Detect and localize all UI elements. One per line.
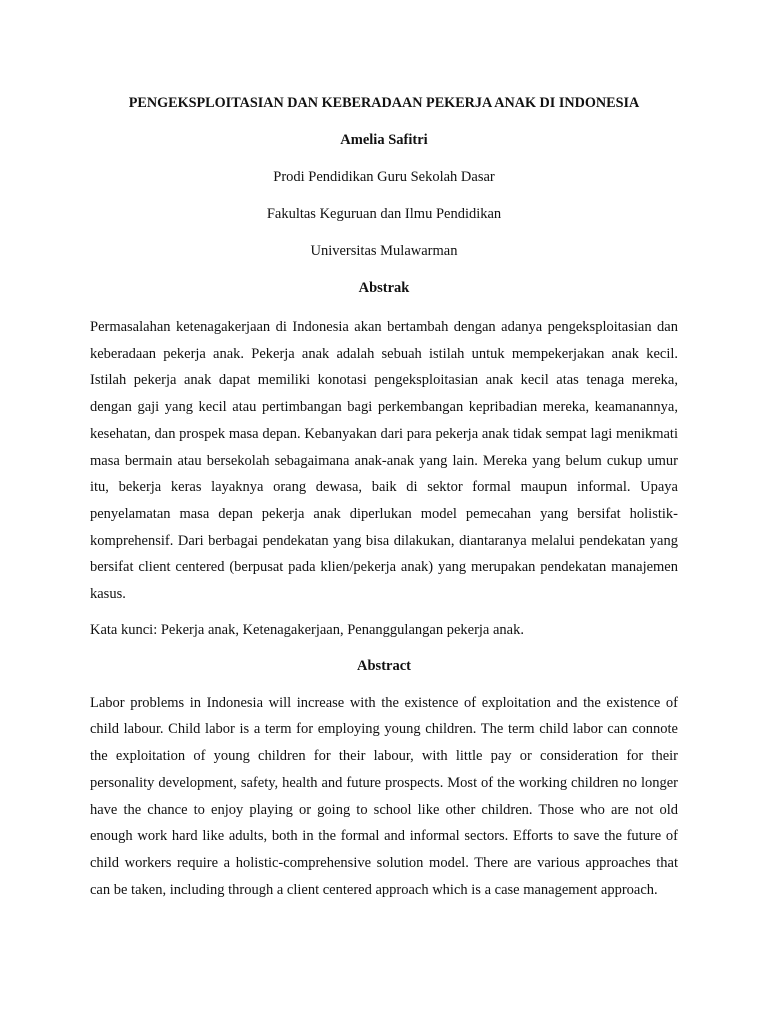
- keywords-line: Kata kunci: Pekerja anak, Ketenagakerjaan, Penanggulangan pekerja anak.: [90, 621, 524, 638]
- abstrak-body: Permasalahan ketenagakerjaan di Indonesia akan bertambah dengan adanya pengeksploitasian dan keberadaan pekerja anak. Pekerja anak adalah sebuah istilah untuk mempekerjakan anak kecil. Istilah pekerja anak dapat memiliki konotasi pengeksploitasian anak kecil atas tenaga mereka, dengan gaji yang kecil atau pertimbangan bagi perkembangan kepribadian mereka, keamanannya, kesehatan, dan prospek masa depan. Kebanyakan dari para pekerja anak tidak sempat lagi menikmati masa bermain atau bersekolah sebagaimana anak-anak yang lain. Mereka yang belum cukup umur itu, bekerja keras layaknya orang dewasa, baik di sektor formal maupun informal. Upaya penyelamatan masa depan pekerja anak diperlukan model pemecahan yang bersifat holistik-komprehensif. Dari berbagai pendekatan yang bisa dilakukan, diantaranya melalui pendekatan yang bersifat client centered (berpusat pada klien/pekerja anak) yang merupakan pendekatan manajemen kasus.: [90, 319, 678, 603]
- affiliation-faculty: Fakultas Keguruan dan Ilmu Pendidikan: [266, 206, 502, 222]
- abstract-heading: Abstract: [357, 657, 411, 674]
- affiliation-university: Universitas Mulawarman: [310, 243, 458, 259]
- abstrak-heading: Abstrak: [358, 280, 410, 296]
- paper-title: PENGEKSPLOITASIAN DAN KEBERADAAN PEKERJA ANAK DI INDONESIA: [128, 95, 640, 111]
- author-name: Amelia Safitri: [340, 132, 428, 148]
- affiliation-program: Prodi Pendidikan Guru Sekolah Dasar: [273, 169, 495, 185]
- abstract-body: Labor problems in Indonesia will increase with the existence of exploitation and the existence of child labour. Child labor is a term for employing young children. The term child labor can connote the exploitation of young children for their labour, with little pay or consideration for their personality development, safety, health and future prospects. Most of the working children no longer have the chance to enjoy playing or going to school like other children. Those who are not old enough work hard like adults, both in the formal and informal sectors. Efforts to save the future of child workers require a holistic-comprehensive solution model. There are various approaches that can be taken, including through a client centered approach which is a case management approach.: [90, 694, 678, 898]
